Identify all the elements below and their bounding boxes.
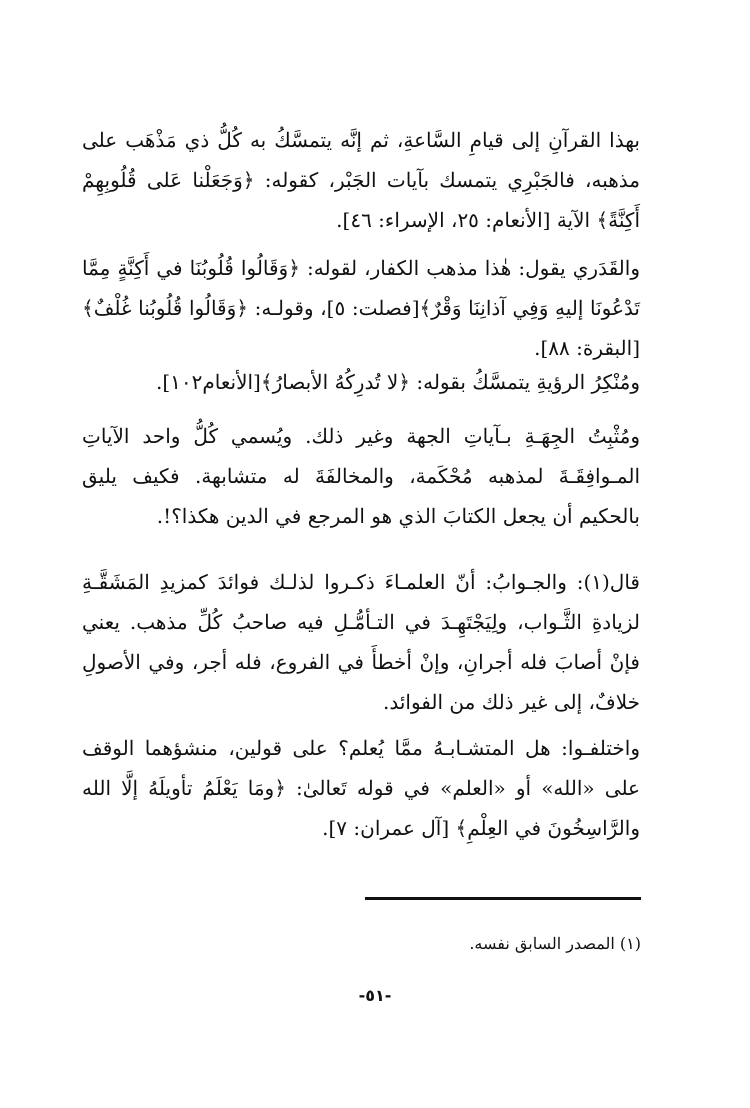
footnote-separator xyxy=(365,897,641,900)
paragraph-2: والقَدَري يقول: هٰذا مذهب الكفار، لقوله: ﴿وَقَالُوا قُلُوبُنَا في أَكِنَّةٍ مِمَّا تَدْعُونَا إليهِ وَفِي آذانِنَا وَقْرٌ﴾[فصلت: ٥]، وقولـه: ﴿وَقَالُوا قُلُوبُنا غُلْفٌ﴾[البقرة: ٨٨]. xyxy=(82,256,640,360)
page-number: -٥١- xyxy=(358,986,392,1005)
footnote: (١) المصدر السابق نفسه. xyxy=(469,934,641,953)
paragraph-4: ومُثْبِتُ الجِهَـةِ بـآياتِ الجهة وغير ذلك. ويُسمي كُلُّ واحد الآياتِ المـوافِقَـةَ لمذهبه مُحْكَمة، والمخالفَةَ له متشابهة. فكيف يليق بالحكيم أن يجعل الكتابَ الذي هو المرجع في الدين هكذا؟!. xyxy=(82,424,640,528)
paragraph-3: ومُنْكِرُ الرؤيةِ يتمسَّكُ بقوله: ﴿لا تُدرِكُهُ الأبصارُ﴾[الأنعام١٠٢]. xyxy=(156,370,640,394)
paragraph-6: واختلفـوا: هل المتشـابـهُ ممَّا يُعلم؟ على قولين، منشؤهما الوقف على «الله» أو «العلم» في قوله تَعالىٰ: ﴿ومَا يَعْلَمُ تأويلَهُ إلَّا الله والرَّاسِخُونَ في العِلْمِ﴾ [آل عمران: ٧]. xyxy=(82,736,640,840)
paragraph-5: قال(١): والجـوابُ: أنّ العلمـاءَ ذكـروا لذلـك فوائدَ كمزيدِ المَشَقَّـةِ لزيادةِ الثَّـواب، ولِيَجْتَهِـدَ في التـأمُّـلِ فيه صاحبُ كُلِّ مذهب. يعني فإنْ أصابَ فله أجرانِ، وإنْ أخطأَ في الفروع، فله أجر، وفي الأصولِ خلافٌ، إلى غير ذلك من الفوائد. xyxy=(82,570,640,714)
paragraph-1: بهذا القرآنِ إلى قيامِ السَّاعةِ، ثم إنَّه يتمسَّكُ به كُلُّ ذي مَذْهَب على مذهبه، فالجَبْرِي يتمسك بآيات الجَبْر، كقوله: ﴿وَجَعَلْنا عَلى قُلُوبِهِمْ أَكِنَّةً﴾ الآية [الأنعام: ٢٥، الإسراء: ٤٦]. xyxy=(82,128,640,232)
